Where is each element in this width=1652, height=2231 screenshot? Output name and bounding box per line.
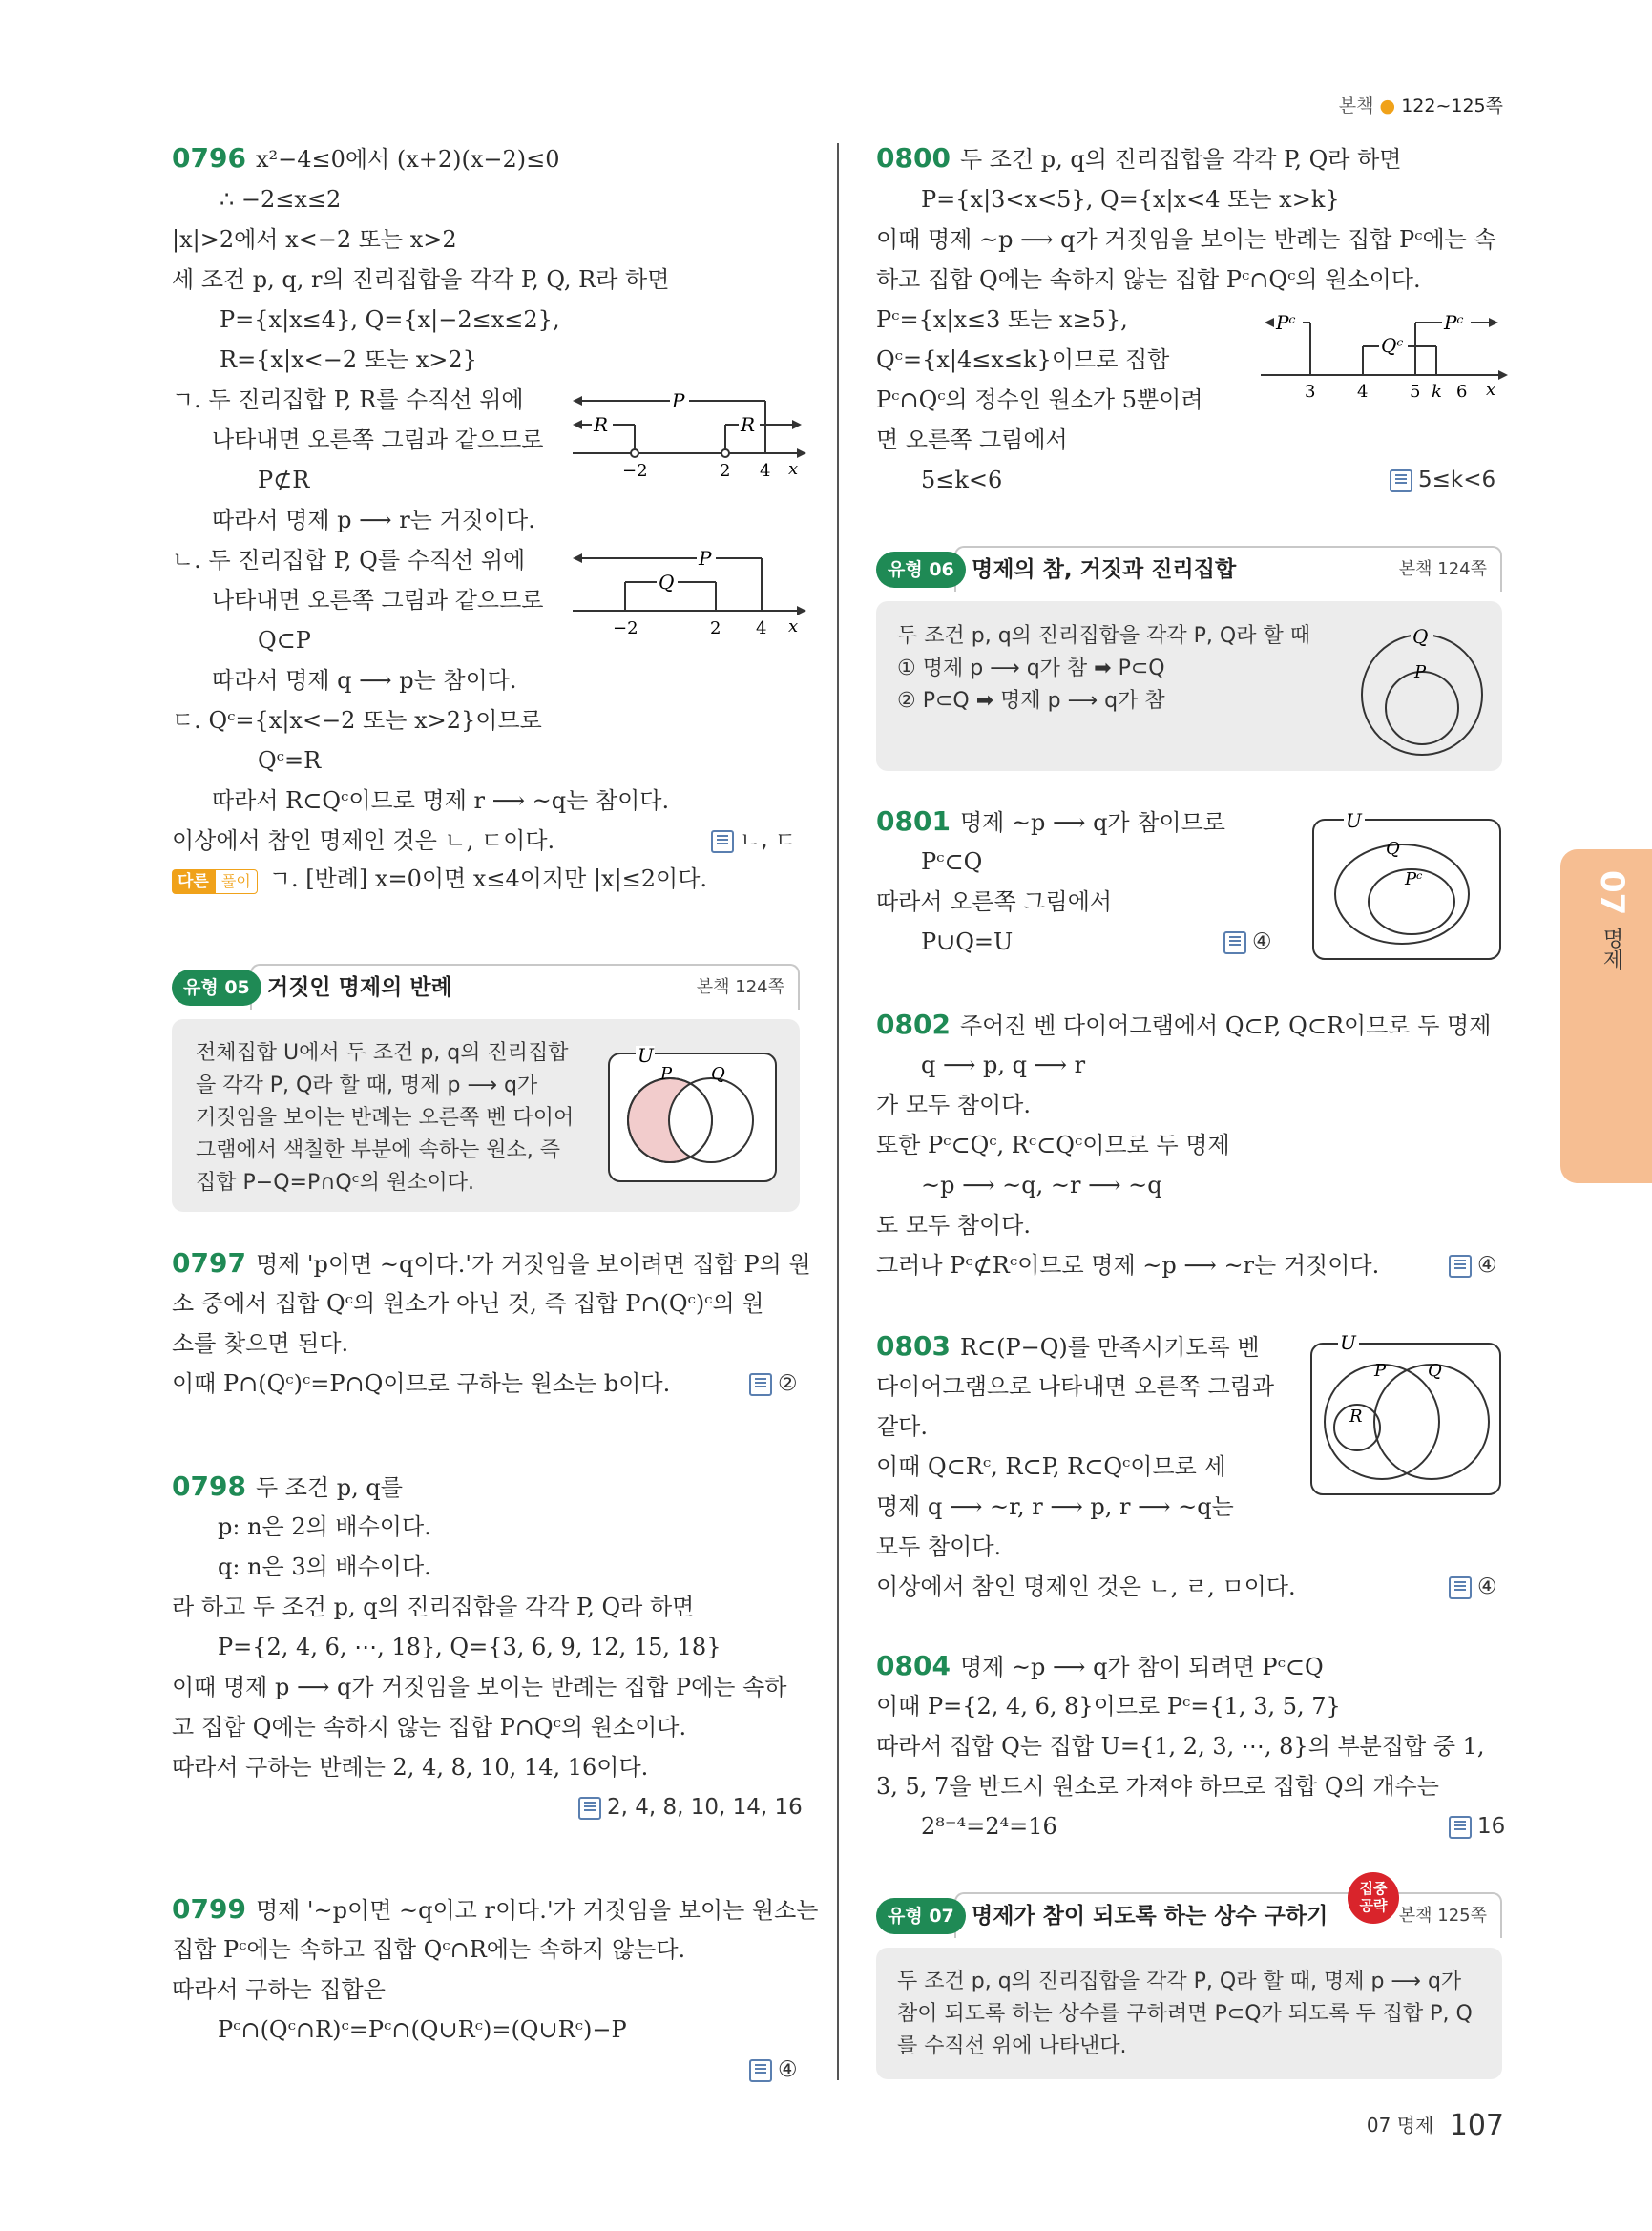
type-05-title: 거짓인 명제의 반례 (267, 975, 452, 1000)
type-06-line3: ② P⊂Q ➡ 명제 p ⟶ q가 참 (897, 689, 1165, 713)
label-Q: Q (1428, 1361, 1442, 1381)
label-R: R (1349, 1407, 1363, 1427)
type-05-pill: 유형 05 (172, 970, 261, 1006)
problem-0796-line8: 나타내면 오른쪽 그림과 같으므로 (212, 427, 544, 453)
type-06-line1: 두 조건 p, q의 진리집합을 각각 P, Q라 할 때 (897, 624, 1310, 648)
problem-0796-line16: Qᶜ=R (258, 747, 322, 774)
label-Pc: Pᶜ (1405, 869, 1423, 889)
text: 주어진 벤 다이어그램에서 Q⊂P, Q⊂R이므로 두 명제 (959, 1012, 1492, 1039)
type-07-line3: 를 수직선 위에 나타낸다. (897, 2034, 1127, 2058)
problem-number: 0804 (876, 1650, 951, 1681)
answer-text: 16 (1477, 1814, 1506, 1839)
problem-0796-line17: 따라서 R⊂Qᶜ이므로 명제 r ⟶ ~q는 참이다. (212, 787, 670, 814)
problem-0800-line6: Qᶜ={x|4≤x≤k}이므로 집합 (876, 346, 1170, 373)
answer-text: ④ (778, 2057, 798, 2082)
tick-label: 4 (1357, 382, 1369, 402)
problem-0798-line3: q: n은 3의 배수이다. (218, 1553, 431, 1580)
badge-line1: 집중 (1359, 1880, 1388, 1897)
problem-0802-line6: 도 모두 참이다. (876, 1212, 1031, 1239)
number-line-pc-qc (1255, 303, 1513, 404)
answer-icon (578, 1797, 601, 1820)
problem-0799-line4: Pᶜ∩(Qᶜ∩R)ᶜ=Pᶜ∩(Q∪Rᶜ)=(Q∪Rᶜ)−P (218, 2016, 627, 2043)
footer-chapter: 07 명제 (1366, 2114, 1434, 2137)
text: 명제 'p이면 ~q이다.'가 거짓임을 보이려면 집합 P의 원 (255, 1251, 811, 1278)
type-07-line1: 두 조건 p, q의 진리집합을 각각 P, Q라 할 때, 명제 p ⟶ q가 (897, 1970, 1462, 1993)
venn-diagram-r-in-p-minus-q (1307, 1326, 1506, 1500)
type-06-line2: ① 명제 p ⟶ q가 참 ➡ P⊂Q (897, 657, 1165, 680)
problem-number: 0801 (876, 805, 951, 837)
problem-number: 0802 (876, 1009, 951, 1040)
problem-0803-line4: 이때 Q⊂Rᶜ, R⊂P, R⊂Qᶜ이므로 세 (876, 1453, 1226, 1480)
number-line-p-q (563, 544, 811, 639)
problem-0800-line2: P={x|3<x<5}, Q={x|x<4 또는 x>k} (921, 186, 1340, 213)
text: 두 조건 p, q의 진리집합을 각각 P, Q라 하면 (959, 146, 1402, 173)
tick-label: k (1432, 382, 1442, 402)
answer-text: 2, 4, 8, 10, 14, 16 (607, 1795, 803, 1820)
alt-solution (172, 864, 707, 894)
type-05-line2: 을 각각 P, Q라 할 때, 명제 p ⟶ q가 (196, 1074, 538, 1097)
label-P: P (1414, 662, 1427, 682)
label-Pc: Pᶜ (1444, 311, 1464, 334)
problem-0802-line5: ~p ⟶ ~q, ~r ⟶ ~q (921, 1172, 1162, 1199)
answer-0802 (1449, 1250, 1497, 1281)
label-P: P (660, 1064, 673, 1084)
problem-0796-line1 (172, 143, 560, 175)
label-U: U (638, 1046, 654, 1067)
type-05-title-box (250, 964, 800, 1010)
type-07-pill: 유형 07 (876, 1898, 966, 1934)
type-05-heading (172, 964, 800, 1011)
problem-0796-line3: |x|>2에서 x<−2 또는 x>2 (172, 226, 457, 253)
problem-0796-line14: 따라서 명제 q ⟶ p는 참이다. (212, 667, 517, 694)
problem-0798-line7: 고 집합 Q에는 속하지 않는 집합 P∩Qᶜ의 원소이다. (172, 1714, 687, 1741)
axis-label-x: x (788, 616, 799, 636)
answer-0799 (749, 2054, 798, 2085)
tick-label: 4 (760, 461, 771, 481)
number-line-p-r (563, 386, 811, 482)
tick-label: 2 (710, 618, 721, 638)
venn-diagram-p-in-q (1355, 620, 1498, 759)
text: x²−4≤0에서 (x+2)(x−2)≤0 (255, 146, 560, 173)
tick-label: 3 (1305, 382, 1316, 402)
tick-label: 4 (756, 618, 767, 638)
problem-0802-line2: q ⟶ p, q ⟶ r (921, 1052, 1086, 1078)
text: 명제 '~p이면 ~q이고 r이다.'가 거짓임을 보이는 원소는 (255, 1897, 819, 1924)
answer-0796 (711, 825, 796, 856)
type-06-ref: 본책 124쪽 (1398, 559, 1487, 579)
text: 명제 ~p ⟶ q가 참이 되려면 Pᶜ⊂Q (959, 1654, 1324, 1680)
axis-label-x: x (1486, 380, 1496, 400)
problem-number: 0796 (172, 142, 246, 174)
problem-0801-line2: Pᶜ⊂Q (921, 848, 983, 875)
tick-label: −2 (622, 461, 648, 481)
problem-0802-line3: 가 모두 참이다. (876, 1092, 1031, 1118)
problem-number: 0800 (876, 142, 951, 174)
tick-label: 2 (720, 461, 731, 481)
problem-0796-line10: 따라서 명제 p ⟶ r는 거짓이다. (212, 507, 535, 533)
problem-0796-line9: P⊄R (258, 467, 310, 493)
answer-0800 (1390, 465, 1495, 495)
answer-0804 (1449, 1811, 1505, 1842)
label-Q: Q (659, 571, 675, 594)
problem-0804-line3: 따라서 집합 Q는 집합 U={1, 2, 3, ⋯, 8}의 부분집합 중 1, (876, 1733, 1485, 1760)
problem-0803-line3: 같다. (876, 1413, 928, 1440)
problem-0804-line2: 이때 P={2, 4, 6, 8}이므로 Pᶜ={1, 3, 5, 7} (876, 1693, 1341, 1720)
problem-0796-line6: R={x|x<−2 또는 x>2} (220, 346, 477, 373)
answer-text: ④ (1477, 1574, 1497, 1599)
text: R⊂(P−Q)를 만족시키도록 벤 (959, 1334, 1260, 1361)
label-U: U (1340, 1331, 1356, 1354)
type-05-ref: 본책 124쪽 (696, 977, 784, 997)
answer-text: ㄴ, ㄷ (740, 828, 797, 853)
problem-0799-line1 (172, 1894, 818, 1926)
page-number: 107 (1449, 2109, 1504, 2142)
problem-0801-line3: 따라서 오른쪽 그림에서 (876, 888, 1113, 915)
problem-0800-line8: 면 오른쪽 그림에서 (876, 427, 1068, 453)
problem-0803-line1 (876, 1331, 1260, 1363)
page-header (1339, 92, 1503, 117)
type-05-line5: 집합 P−Q=P∩Qᶜ의 원소이다. (196, 1171, 475, 1195)
problem-0800-line4: 하고 집합 Q에는 속하지 않는 집합 Pᶜ∩Qᶜ의 원소이다. (876, 266, 1421, 293)
answer-icon (1449, 1255, 1472, 1278)
type-05-line1: 전체집합 U에서 두 조건 p, q의 진리집합 (196, 1041, 569, 1065)
badge-line2: 공략 (1359, 1897, 1388, 1914)
problem-0796-line11: ㄴ. 두 진리집합 P, Q를 수직선 위에 (172, 547, 526, 573)
header-dot: ● (1379, 95, 1396, 116)
type-06-title-box (954, 546, 1502, 592)
problem-0800-line1 (876, 143, 1402, 175)
chapter-label: 명제 (1600, 928, 1623, 970)
tick-label: −2 (613, 618, 638, 638)
label-Q: Q (1386, 839, 1400, 859)
answer-icon (711, 830, 734, 853)
type-07-ref: 본책 125쪽 (1398, 1906, 1487, 1926)
type-06-title: 명제의 참, 거짓과 진리집합 (972, 557, 1237, 582)
answer-text: ④ (1252, 929, 1272, 954)
problem-0796-line2: ∴ −2≤x≤2 (220, 186, 342, 213)
problem-0796-line4: 세 조건 p, q, r의 진리집합을 각각 P, Q, R라 하면 (172, 266, 670, 293)
problem-0798-line2: p: n은 2의 배수이다. (218, 1513, 431, 1540)
answer-text: 5≤k<6 (1418, 468, 1496, 492)
text: 명제 ~p ⟶ q가 참이므로 (959, 809, 1225, 836)
problem-0804-line1 (876, 1651, 1324, 1682)
label-R: R (594, 413, 609, 436)
problem-0797-line2: 소 중에서 집합 Qᶜ의 원소가 아닌 것, 즉 집합 P∩(Qᶜ)ᶜ의 원 (172, 1290, 764, 1317)
type-05-line4: 그램에서 색칠한 부분에 속하는 원소, 즉 (196, 1138, 560, 1162)
type-07-heading (876, 1892, 1502, 1940)
problem-0804-line5: 2⁸⁻⁴=2⁴=16 (921, 1813, 1057, 1840)
problem-0801-line4: P∪Q=U (921, 928, 1014, 955)
answer-icon (1449, 1816, 1472, 1839)
problem-0802-line1 (876, 1010, 1491, 1041)
answer-icon (1223, 931, 1246, 954)
problem-number: 0798 (172, 1470, 246, 1502)
label-Pc: Pᶜ (1276, 311, 1296, 334)
answer-icon (1449, 1576, 1472, 1599)
problem-0800-line5: Pᶜ={x|x≤3 또는 x≥5}, (876, 306, 1128, 333)
tick-label: 6 (1456, 382, 1468, 402)
problem-0796-line15: ㄷ. Qᶜ={x|x<−2 또는 x>2}이므로 (172, 707, 542, 734)
problem-0796-line7: ㄱ. 두 진리집합 P, R를 수직선 위에 (172, 386, 524, 413)
answer-text: ④ (1477, 1253, 1497, 1278)
problem-0804-line4: 3, 5, 7을 반드시 원소로 가져야 하므로 집합 Q의 개수는 (876, 1773, 1439, 1800)
column-divider (837, 143, 839, 2080)
chapter-side-tab (1560, 849, 1652, 1183)
problem-0798-line6: 이때 명제 p ⟶ q가 거짓임을 보이는 반례는 집합 P에는 속하 (172, 1674, 787, 1700)
label-P: P (699, 547, 712, 570)
problem-0799-line3: 따라서 구하는 집합은 (172, 1976, 386, 2003)
focus-badge (1348, 1872, 1399, 1924)
problem-0801-line1 (876, 806, 1225, 838)
answer-icon (1390, 469, 1412, 492)
problem-0797-line1 (172, 1248, 811, 1280)
type-07-title: 명제가 참이 되도록 하는 상수 구하기 (972, 1904, 1328, 1929)
label-Q: Q (711, 1064, 725, 1084)
alt-solution-tag: 다른 (172, 869, 215, 894)
answer-0798 (578, 1792, 803, 1823)
alt-solution-text: ㄱ. [반례] x=0이면 x≤4이지만 |x|≤2이다. (268, 865, 708, 892)
label-P: P (1374, 1361, 1387, 1381)
problem-0796-line12: 나타내면 오른쪽 그림과 같으므로 (212, 587, 544, 614)
chapter-number: 07 (1593, 870, 1631, 916)
label-P: P (672, 389, 685, 412)
problem-0803-line5: 명제 q ⟶ ~r, r ⟶ p, r ⟶ ~q는 (876, 1493, 1234, 1520)
answer-text: ② (778, 1371, 798, 1396)
problem-number: 0797 (172, 1247, 246, 1279)
problem-0796-line18: 이상에서 참인 명제인 것은 ㄴ, ㄷ이다. (172, 827, 555, 854)
answer-0801 (1223, 927, 1272, 957)
label-Q: Q (1412, 625, 1429, 648)
label-Qc: Qᶜ (1381, 334, 1404, 357)
problem-0798-line8: 따라서 구하는 반례는 2, 4, 8, 10, 14, 16이다. (172, 1754, 649, 1781)
problem-0802-line4: 또한 Pᶜ⊂Qᶜ, Rᶜ⊂Qᶜ이므로 두 명제 (876, 1132, 1230, 1158)
tick-label: 5 (1410, 382, 1421, 402)
problem-0799-line2: 집합 Pᶜ에는 속하고 집합 Qᶜ∩R에는 속하지 않는다. (172, 1936, 686, 1963)
problem-0798-line4: 라 하고 두 조건 p, q의 진리집합을 각각 P, Q라 하면 (172, 1594, 695, 1620)
type-06-heading (876, 546, 1502, 594)
axis-label-x: x (788, 459, 799, 479)
page-footer (1367, 2109, 1504, 2142)
text: 두 조건 p, q를 (255, 1474, 403, 1501)
problem-0796-line5: P={x|x≤4}, Q={x|−2≤x≤2}, (220, 306, 560, 333)
type-07-line2: 참이 되도록 하는 상수를 구하려면 P⊂Q가 되도록 두 집합 P, Q (897, 2002, 1473, 2026)
venn-diagram-pc-in-q (1309, 806, 1505, 964)
answer-icon (749, 1373, 772, 1396)
problem-0800-line7: Pᶜ∩Qᶜ의 정수인 원소가 5뿐이려 (876, 386, 1203, 413)
label-R: R (741, 413, 756, 436)
header-pages: 122~125쪽 (1401, 95, 1503, 116)
problem-0797-line3: 소를 찾으면 된다. (172, 1330, 349, 1357)
alt-solution-tag2: 풀이 (215, 869, 258, 894)
problem-0797-line4: 이때 P∩(Qᶜ)ᶜ=P∩Q이므로 구하는 원소는 b이다. (172, 1370, 671, 1397)
answer-0803 (1449, 1572, 1497, 1602)
answer-icon (749, 2059, 772, 2082)
problem-0803-line7: 이상에서 참인 명제인 것은 ㄴ, ㄹ, ㅁ이다. (876, 1574, 1296, 1600)
problem-0798-line1 (172, 1471, 403, 1503)
venn-diagram-p-minus-q (601, 1046, 781, 1189)
header-book: 본책 (1338, 95, 1374, 116)
type-05-line3: 거짓임을 보이는 반례는 오른쪽 벤 다이어 (196, 1106, 575, 1130)
problem-0803-line2: 다이어그램으로 나타내면 오른쪽 그림과 (876, 1373, 1275, 1400)
problem-0803-line6: 모두 참이다. (876, 1533, 1002, 1560)
problem-0798-line5: P={2, 4, 6, ⋯, 18}, Q={3, 6, 9, 12, 15, 18} (218, 1634, 721, 1660)
type-07-title-box (954, 1892, 1502, 1938)
problem-0802-line7: 그러나 Pᶜ⊄Rᶜ이므로 명제 ~p ⟶ ~r는 거짓이다. (876, 1252, 1380, 1279)
label-U: U (1346, 809, 1362, 832)
problem-number: 0803 (876, 1330, 951, 1362)
problem-0796-line13: Q⊂P (258, 627, 311, 654)
problem-0800-line3: 이때 명제 ~p ⟶ q가 거짓임을 보이는 반례는 집합 Pᶜ에는 속 (876, 226, 1496, 253)
answer-0797 (749, 1368, 798, 1399)
problem-number: 0799 (172, 1893, 246, 1925)
type-06-pill: 유형 06 (876, 552, 966, 588)
problem-0800-line9: 5≤k<6 (921, 467, 1003, 493)
